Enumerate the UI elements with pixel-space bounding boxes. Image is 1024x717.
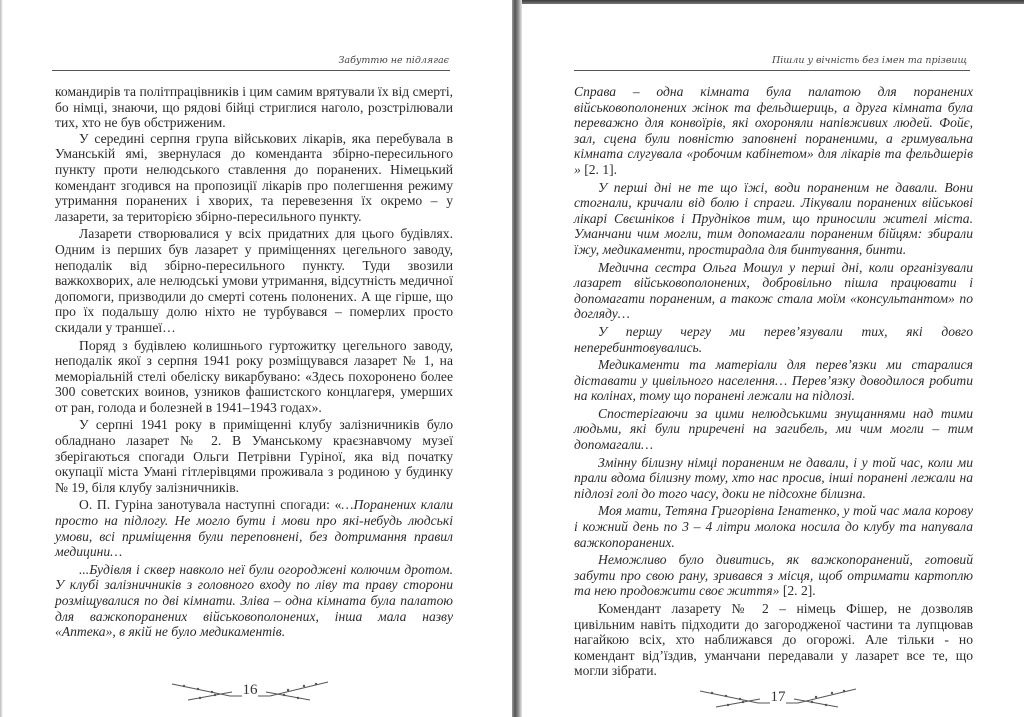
right-page	[512, 0, 1024, 717]
page-number-ornament	[170, 676, 330, 706]
paragraph: Медична сестра Ольга Мошул у перші дні, коли організували лазарет військовополонених, добровільно пішла працювати і допомагати пораненим, а також стала моїм «консультантом» по догляду…	[574, 259, 973, 322]
paragraph: ...Будівля і сквер навколо неї були огороджені колючим дротом. У клубі залізничників з головного входу по ліву та праву сторони розміщувалися по дві кімнати. Зліва – одна кімната була палатою для важкопоранених військовополонених, інша мала назву «Аптека», в якій не було медикаментів.	[55, 561, 453, 640]
quote-intro: О. П. Гуріна занотувала наступні спогади: «	[79, 497, 342, 513]
running-head: Забуттю не підлягає	[338, 55, 449, 66]
header-rule	[52, 70, 450, 71]
paragraph: Змінну білизну німці пораненим не давали, і у той час, коли ми прали вдома білизну тому, хто нас просив, інші поранені лежали на підлозі голі до того часу, доки не підсохне білизна.	[574, 454, 973, 501]
paragraph: У середині серпня група військових лікарів, яка перебувала в Уманській ямі, звернулася до коменданта збірно-пересильного пункту проти нелюдського ставлення до поранених. Німецький комендант згодився на пропозиції лікарів про полегшення режиму утримання поранених і хворих, та перевезення їх окремо – у лазарети, за територією збірно-пересильного пункту.	[55, 130, 453, 224]
paragraph: Моя мати, Тетяна Григорівна Ігнатенко, у той час мала корову і кожний день по 3 – 4 літри молока носила до клубу та напувала важкопоранених.	[574, 503, 973, 550]
page-edge	[0, 0, 3, 717]
paragraph: У серпні 1941 року в приміщенні клубу залізничників було обладнано лазарет № 2. В Уманському краєзнавчому музеї зберігаються спогади Ольги Петрівни Гуріної, яка від початку окупації міста Умані гітлерівцями проживала з родиною у будинку № 19, біля клубу залізничників.	[55, 417, 453, 495]
paragraph: У першу чергу ми перев’язували тих, які довго неперебинтовувались.	[574, 323, 973, 355]
body-text	[55, 84, 453, 640]
citation: [2. 2].	[779, 583, 816, 599]
quote-text: Справа – одна кімната була палатою для поранених військовополонених жінок та фельдшериць, а друга кімната була переважно для конвоїрів, які охороняли напівживих людей. Фойє, зал, сцена були повністю заповнені пораненими, а гримувальна кімната слугувала «робочим кабінетом» для лікарів та фельдшерів »	[574, 84, 973, 177]
paragraph: командирів та політпрацівників і цим самим врятували їх від смерті, бо німці, знаючи, що рядові бійці стриглися наголо, розстрілювали тих, хто не був обстриженим.	[55, 84, 453, 131]
body-text	[574, 84, 973, 679]
paragraph: Лазарети створювалися у всіх придатних для цього будівлях. Одним із перших був лазарет у приміщеннях цегельного заводу, неподалік від збірно-пересильного пункту. Туди звозили важкохворих, але нелюдські умови утримання, відсутність медичної допомоги, призводили до смерті сотень полонених. А ще гірше, що про їх подальшу долю ніхто не турбувався – померлих просто скидали у траншеї…	[55, 226, 453, 335]
paragraph: Комендант лазарету № 2 – німець Фішер, не дозволяв цивільним навіть підходити до загородженої частини та лупцював нагайкою всіх, хто наближався до огорожі. Але тільки - но комендант від’їздив, уманчани передавали у лазарет все те, що могли зібрати.	[574, 601, 973, 679]
header-rule	[574, 70, 970, 71]
paragraph	[55, 497, 453, 559]
paragraph: Спостерігаючи за цими нелюдськими знущаннями над тими людьми, які були приречені на загибель, ми чим могли – тим допомагали…	[574, 405, 973, 453]
page-number-ornament	[698, 683, 858, 713]
quote-text: …Поранених клали просто на підлогу. Не могло бути і мови про які-небудь людські умови, всі приміщення були переповнені, без дотримання правил медицини…	[55, 497, 453, 560]
running-head: Пішли у вічність без імен та прізвищ	[771, 55, 967, 66]
citation: [2. 1].	[580, 161, 618, 177]
page-number: 17	[770, 689, 786, 705]
page-number: 16	[242, 682, 258, 698]
paragraph: Медикаменти та матеріали для перев’язки ми старалися діставати у цивільного населення… Перев’язку доводилося робити на колінах, тому що поранені лежали на підлозі.	[574, 357, 973, 404]
quote-text: Неможливо було дивитись, як важкопоранений, готовий забути про свою рану, зривався з місця, щоб отримати картоплю та нею продовжити своє життя»	[574, 552, 973, 599]
paragraph	[574, 552, 973, 599]
paragraph: У перші дні не те що їжі, води пораненим не давали. Вони стогнали, кричали від болю і спраги. Лікували поранених військові лікарі Свєшніков і Прудніков тим, що приносили жителі міста. Уманчани чим могли, тим допомагали пораненим бійцям: збирали їжу, медикаменти, простирадла для бинтування, бинти.	[574, 179, 973, 257]
paragraph: Поряд з будівлею колишнього гуртожитку цегельного заводу, неподалік якої з серпня 1941 року розміщувався лазарет № 1, на меморіальній стелі обеліску викарбувано: «Здесь похоронено более 300 советских воинов, узников фашистского концлагеря, умерших от ран, голода и болезней в 1941–1943 годах».	[55, 337, 453, 415]
paragraph	[574, 84, 973, 178]
